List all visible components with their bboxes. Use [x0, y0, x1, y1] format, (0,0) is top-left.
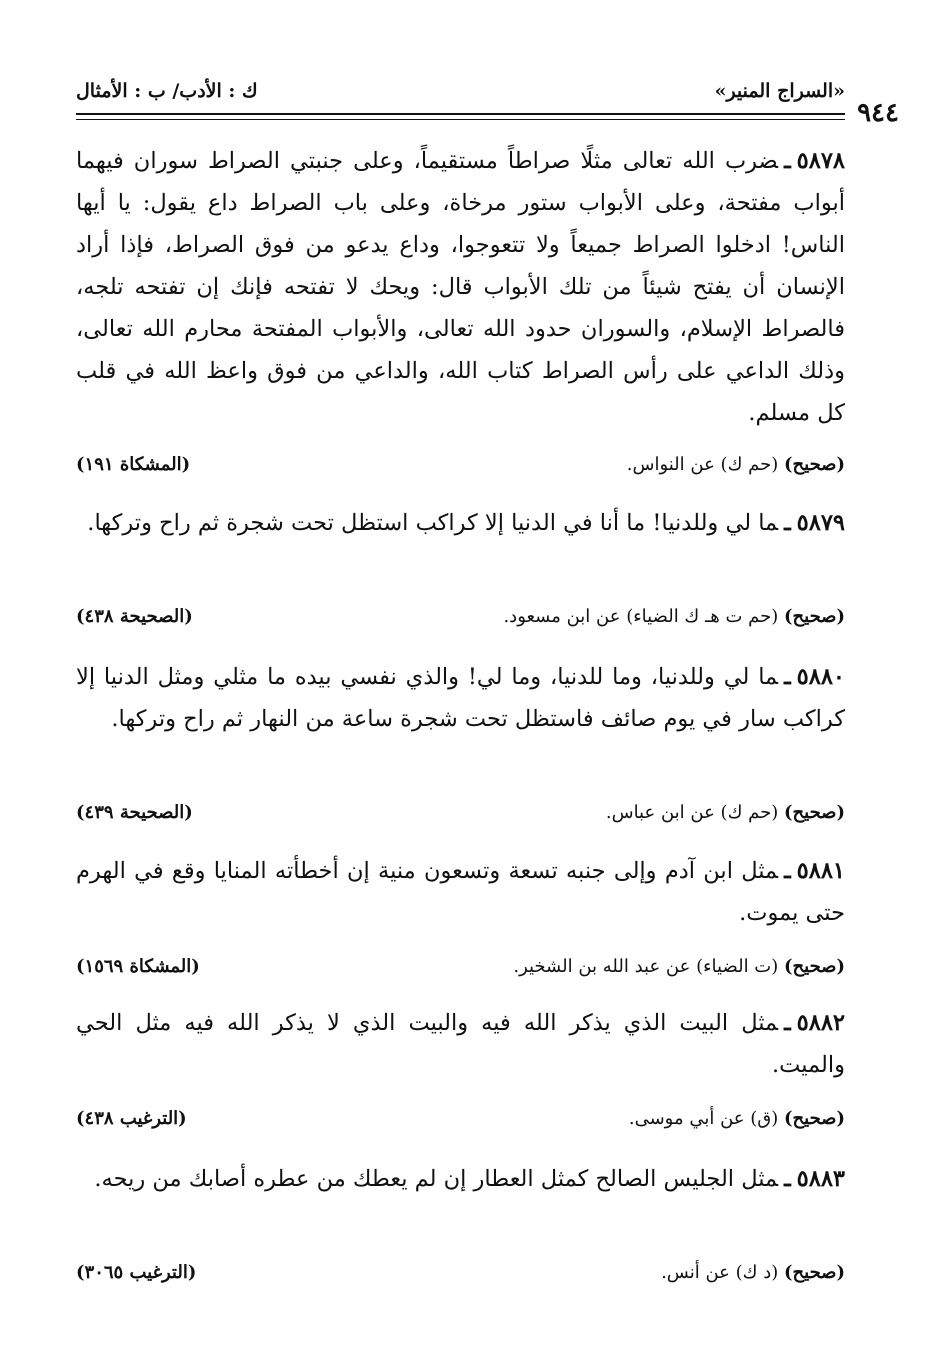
- hadith-text-block: [76, 1002, 845, 1086]
- hadith-entry: [76, 1002, 845, 1086]
- hadith-text: مثل البيت الذي يذكر الله فيه والبيت الذي لا يذكر الله فيه مثل الحي والميت.: [76, 1010, 845, 1078]
- hadith-text-block: [76, 1158, 845, 1200]
- hadith-number: ٥٨٧٩: [796, 510, 845, 536]
- reference: (الترغيب ٤٣٨): [76, 1108, 187, 1129]
- hadith-text: ما لي وللدنيا! ما أنا في الدنيا إلا كراكب استظل تحت شجرة ثم راح وتركها.: [87, 510, 779, 536]
- hadith-entry: [76, 140, 845, 434]
- grade-and-source: [513, 956, 845, 977]
- running-header: [76, 76, 845, 110]
- hadith-entry: [76, 850, 845, 934]
- grade-label: (صحيح): [784, 1262, 845, 1283]
- hadith-text: مثل الجليس الصالح كمثل العطار إن لم يعطك من عطره أصابك من ريحه.: [94, 1166, 779, 1192]
- chapter-title: ك : الأدب/ ب : الأمثال: [76, 80, 258, 102]
- dash-separator: ـ: [784, 1166, 791, 1192]
- grade-label: (صحيح): [784, 802, 845, 823]
- dash-separator: ـ: [784, 664, 791, 690]
- header-rule-thick: [76, 113, 845, 115]
- hadith-text-block: [76, 656, 845, 740]
- source-text: (ت الضياء) عن عبد الله بن الشخير.: [513, 956, 779, 977]
- hadith-text-block: [76, 502, 845, 544]
- hadith-entry: [76, 656, 845, 740]
- hadith-number: ٥٨٨١: [796, 858, 845, 884]
- hadith-number: ٥٨٨٣: [796, 1166, 845, 1192]
- hadith-entry: [76, 502, 845, 544]
- page-number: ٩٤٤: [857, 98, 899, 128]
- grade-label: (صحيح): [784, 1108, 845, 1129]
- hadith-text: مثل ابن آدم وإلى جنبه تسعة وتسعون منية إن أخطأته المنايا وقع في الهرم حتى يموت.: [76, 858, 845, 926]
- header-rule-thin: [76, 119, 845, 120]
- grade-and-source: [606, 802, 845, 823]
- grade-and-source: [503, 606, 845, 627]
- source-text: (حم ك) عن ابن عباس.: [605, 802, 779, 823]
- hadith-text: ما لي وللدنيا، وما للدنيا، وما لي! والذي نفسي بيده ما مثلي ومثل الدنيا إلا كراكب سار في يوم صائف فاستظل تحت شجرة ساعة من النهار ثم راح وتركها.: [76, 664, 845, 732]
- source-text: (حم ت هـ ك الضياء) عن ابن مسعود.: [503, 606, 779, 627]
- book-title: «السراج المنير»: [714, 80, 845, 102]
- dash-separator: ـ: [784, 510, 791, 536]
- source-text: (ق) عن أبي موسى.: [628, 1108, 779, 1129]
- source-text: (حم ك) عن النواس.: [626, 454, 779, 475]
- reference: (الصحيحة ٤٣٨): [76, 606, 193, 627]
- grade-label: (صحيح): [784, 454, 845, 475]
- hadith-number: ٥٨٨٠: [796, 664, 845, 690]
- hadith-number: ٥٨٧٨: [796, 148, 845, 174]
- grade-and-source: [627, 454, 845, 475]
- dash-separator: ـ: [784, 858, 791, 884]
- reference: (المشكاة ١٩١): [76, 454, 191, 475]
- hadith-text-block: [76, 140, 845, 434]
- grade-label: (صحيح): [784, 956, 845, 977]
- reference: (المشكاة ١٥٦٩): [76, 956, 200, 977]
- dash-separator: ـ: [784, 1010, 791, 1036]
- reference: (الصحيحة ٤٣٩): [76, 802, 193, 823]
- grade-and-source: [629, 1108, 845, 1129]
- grade-label: (صحيح): [784, 606, 845, 627]
- hadith-text: ضرب الله تعالى مثلًا صراطاً مستقيماً، وعلى جنبتي الصراط سوران فيهما أبواب مفتحة، وعلى الأبواب ستور مرخاة، وعلى باب الصراط داع يقول: يا أيها الناس! ادخلوا الصراط جميعاً ولا تتعوجوا، وداع يدعو من فوق الصراط، فإذا أراد الإنسان أن يفتح شيئاً من تلك الأبواب قال: ويحك لا تفتحه فإنك إن تفتحه تلجه، فالصراط الإسلام، والسوران حدود الله تعالى، والأبواب المفتحة محارم الله تعالى، وذلك الداعي على رأس الصراط كتاب الله، والداعي من فوق واعظ الله في قلب كل مسلم.: [76, 148, 845, 426]
- reference: (الترغيب ٣٠٦٥): [76, 1262, 197, 1283]
- hadith-entry: [76, 1158, 845, 1200]
- dash-separator: ـ: [784, 148, 791, 174]
- source-text: (د ك) عن أنس.: [661, 1262, 779, 1283]
- grade-and-source: [661, 1262, 845, 1283]
- hadith-text-block: [76, 850, 845, 934]
- hadith-number: ٥٨٨٢: [796, 1010, 845, 1036]
